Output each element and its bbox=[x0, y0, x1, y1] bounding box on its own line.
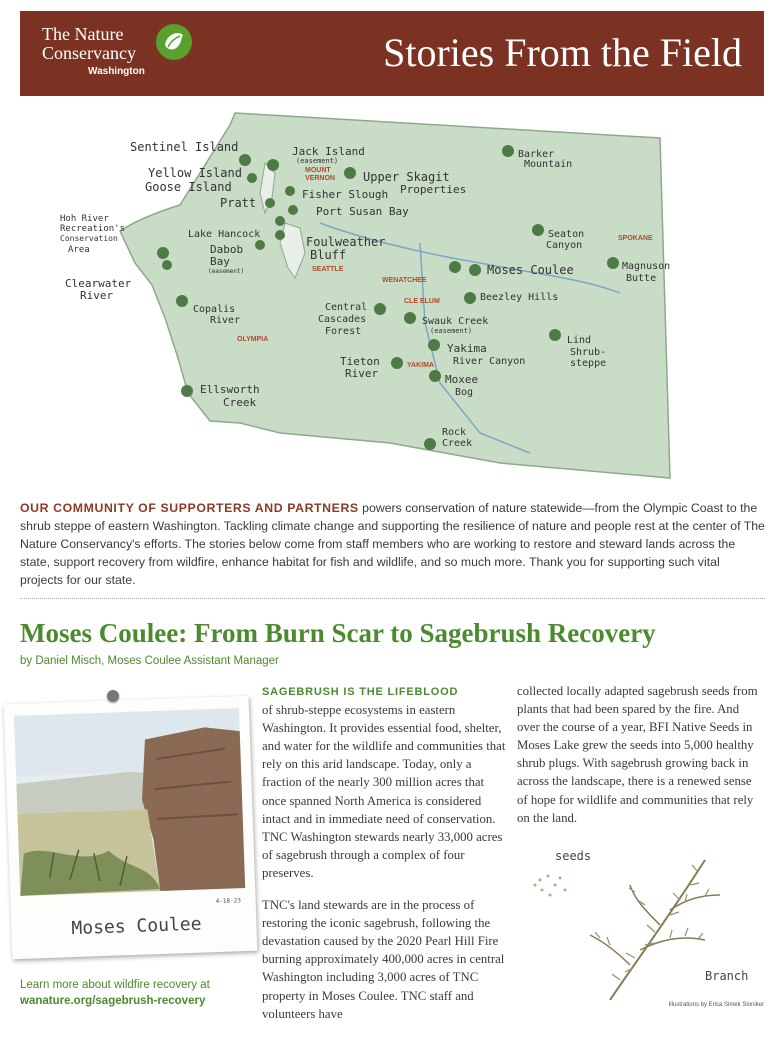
article-column-2 bbox=[517, 682, 765, 841]
label-central: Central bbox=[325, 302, 368, 313]
label-rock-creek: Creek bbox=[442, 438, 473, 449]
label-shrub: Shrub- bbox=[570, 347, 607, 358]
label-clearwater: Clearwater bbox=[65, 277, 132, 290]
seeds-icon bbox=[534, 875, 567, 897]
sagebrush-illustration bbox=[520, 840, 765, 1000]
pushpin-icon bbox=[107, 690, 119, 702]
seeds-label: seeds bbox=[555, 849, 592, 863]
article-p2: TNC's land stewards are in the process of restoring the iconic sagebrush, following the devastation caused by the 2020 Pearl Hill Fire burning approximately 400,000 acres in central Washington including 3,000 acres of TNC property in Moses Coulee. TNC staff and volunteers have bbox=[262, 898, 505, 1021]
label-pratt: Pratt bbox=[220, 196, 257, 210]
label-properties: Properties bbox=[400, 183, 467, 196]
label-hoh-river: Hoh River bbox=[60, 214, 109, 224]
label-moxee: Moxee bbox=[445, 373, 479, 386]
learn-more-link[interactable]: wanature.org/sagebrush-recovery bbox=[20, 995, 206, 1007]
label-forest: Forest bbox=[325, 326, 362, 337]
label-beezley-hills: Beezley Hills bbox=[480, 292, 559, 303]
city-spokane: SPOKANE bbox=[618, 235, 653, 242]
city-olympia: OLYMPIA bbox=[237, 336, 269, 343]
learn-more-text: Learn more about wildfire recovery at bbox=[20, 979, 210, 991]
label-yakima-river-canyon: River Canyon bbox=[453, 356, 526, 367]
page-title: Stories From the Field bbox=[383, 30, 742, 75]
label-jack-easement: (easement) bbox=[296, 157, 339, 165]
label-clearwater-river: River bbox=[80, 289, 114, 302]
label-tieton: Tieton bbox=[340, 355, 380, 368]
article-p1: of shrub-steppe ecosystems in eastern Washington. It provides essential food, shelter, and water for the wildlife and communities that rely on this arid landscape. Today, only a fraction of the nearly 300 million acres that once spanned North America is considered intact and in immediate need of conservation. TNC Washington stewards nearly 33,000 acres of sagebrush through a complex of four preserves. bbox=[262, 703, 506, 880]
leaf-logo-icon bbox=[155, 23, 193, 61]
label-dabob: Dabob bbox=[210, 243, 244, 256]
moses-coulee-painting bbox=[4, 696, 258, 959]
label-fisher-slough: Fisher Slough bbox=[302, 188, 389, 201]
photo-date: 4-18-23 bbox=[215, 897, 242, 906]
article-column-1 bbox=[262, 682, 507, 1037]
sage-leaves bbox=[595, 865, 709, 980]
label-port-susan-bay: Port Susan Bay bbox=[316, 205, 409, 218]
label-moses-coulee: Moses Coulee bbox=[487, 263, 574, 277]
article-byline: by Daniel Misch, Moses Coulee Assistant Manager bbox=[20, 655, 279, 667]
label-goose-island: Goose Island bbox=[145, 180, 232, 194]
article-lead: SAGEBRUSH IS THE LIFEBLOOD bbox=[262, 686, 459, 698]
label-dabob-easement: (easement) bbox=[208, 268, 245, 275]
label-lind: Lind bbox=[567, 335, 592, 346]
label-lake-hancock: Lake Hancock bbox=[188, 229, 261, 240]
label-canyon: Canyon bbox=[546, 240, 583, 251]
label-creek: Creek bbox=[223, 396, 257, 409]
map-graphic bbox=[60, 103, 720, 488]
label-mountain: Mountain bbox=[524, 159, 573, 170]
label-yakima: Yakima bbox=[447, 342, 487, 355]
polaroid-photo bbox=[4, 696, 258, 959]
label-hoh-recreation: Recreation's bbox=[60, 224, 126, 234]
label-ellsworth: Ellsworth bbox=[200, 383, 260, 396]
intro-lead: OUR COMMUNITY OF SUPPORTERS AND PARTNERS bbox=[20, 501, 359, 515]
label-sentinel-island: Sentinel Island bbox=[130, 140, 239, 154]
city-mount: MOUNT bbox=[305, 167, 331, 174]
learn-more bbox=[20, 977, 210, 1009]
logo-line3: Washington bbox=[88, 66, 145, 77]
label-barker: Barker bbox=[518, 149, 555, 160]
label-magnuson: Magnuson bbox=[622, 261, 671, 272]
illustration-credit: Illustrations by Erica Simek Sloniker bbox=[668, 1002, 764, 1008]
logo-line1: The Nature bbox=[42, 24, 124, 44]
label-yellow-island: Yellow Island bbox=[148, 166, 242, 180]
label-foulweather: Foulweather bbox=[306, 235, 386, 249]
label-upper-skagit: Upper Skagit bbox=[363, 170, 450, 184]
article-title: Moses Coulee: From Burn Scar to Sagebrush Recovery bbox=[20, 618, 656, 648]
city-cle-elum: CLE ELUM bbox=[404, 298, 440, 305]
label-jack-island: Jack Island bbox=[292, 145, 365, 158]
washington-map bbox=[60, 103, 720, 488]
city-yakima: YAKIMA bbox=[407, 362, 434, 369]
label-seaton: Seaton bbox=[548, 229, 585, 240]
label-bay: Bay bbox=[210, 255, 230, 268]
label-hoh-conservation: Conservation bbox=[60, 234, 118, 243]
label-hoh-area: Area bbox=[68, 245, 90, 255]
tnc-logo[interactable] bbox=[42, 25, 145, 77]
sagebrush-drawing bbox=[520, 840, 765, 1000]
label-copalis: Copalis bbox=[193, 304, 236, 315]
label-tieton-river: River bbox=[345, 367, 379, 380]
logo-line2: Conservancy bbox=[42, 43, 136, 63]
city-vernon: VERNON bbox=[305, 175, 335, 182]
label-bog: Bog bbox=[455, 387, 474, 398]
section-divider bbox=[20, 598, 765, 599]
label-bluff: Bluff bbox=[310, 248, 347, 262]
label-butte: Butte bbox=[626, 273, 657, 284]
label-steppe: steppe bbox=[570, 358, 607, 369]
label-rock: Rock bbox=[442, 427, 467, 438]
label-copalis-river: River bbox=[210, 315, 241, 326]
city-wenatchee: WENATCHEE bbox=[382, 277, 427, 284]
label-swauk-creek: Swauk Creek bbox=[422, 316, 489, 327]
photo-caption: Moses Coulee bbox=[71, 913, 202, 940]
city-seattle: SEATTLE bbox=[312, 266, 344, 273]
branch-label: Branch bbox=[705, 969, 749, 983]
intro-paragraph bbox=[20, 499, 765, 589]
article-p3: collected locally adapted sagebrush seeds from plants that had been spared by the fire. And over the course of a year, BFI Native Seeds in Moses Lake grew the seeds into 5,000 healthy shrub plugs. With sagebrush growing back in across the landscape, there is a renewed sense of hope for wildlife and communities that rely on the land. bbox=[517, 684, 758, 825]
label-cascades: Cascades bbox=[318, 314, 367, 325]
header-banner bbox=[20, 11, 764, 96]
intro-body: powers conservation of nature statewide—from the Olympic Coast to the shrub steppe of eastern Washington. Tackling climate change and supporting the resilience of nature and people rest at the center of The Nature Conservancy's efforts. The stories below come from staff members who are working to restore and steward lands across the state, support recovery from wildfire, enhance habitat for fish and wildlife, and so much more. Thank you for supporting such vital projects for our state. bbox=[20, 501, 765, 587]
label-swauk-easement: (easement) bbox=[430, 327, 473, 335]
